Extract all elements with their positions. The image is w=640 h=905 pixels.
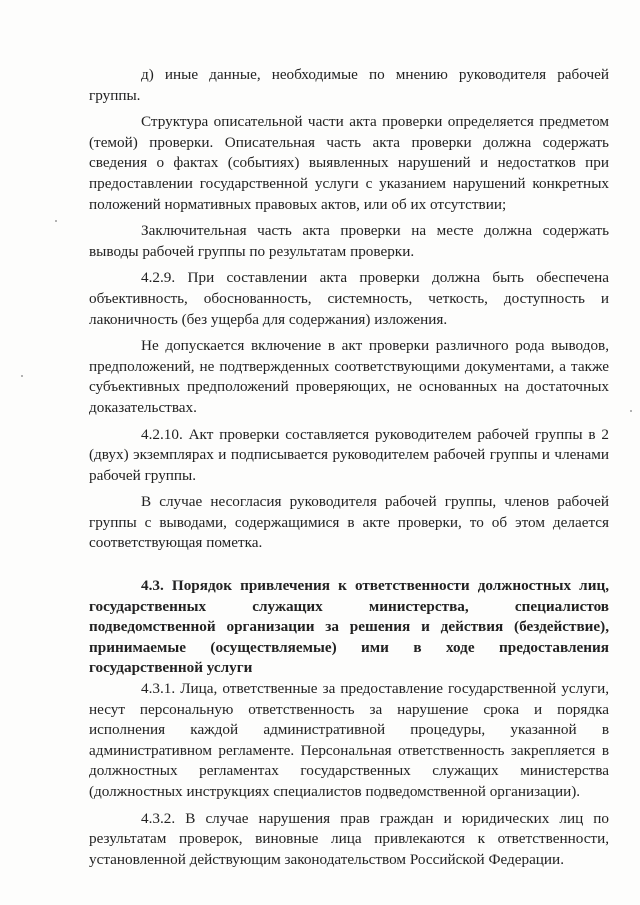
paragraph-not-allowed: Не допускается включение в акт проверки различного рода выводов, предположений, не подтвержденных соответствующими документами, а также субъективных предположений проверяющих, не основанных на достаточных доказательствах. [89, 337, 609, 416]
scan-speck [55, 220, 57, 222]
scan-speck [630, 410, 632, 412]
scan-speck [21, 375, 23, 377]
section-heading: 4.3. Порядок привлечения к ответственности должностных лиц, государственных служащих министерства, специалистов подведомственной организации за решения и действия (бездействие), принимаемые (осуществляемые) ими в ходе предоставления государственной услуги [89, 577, 609, 677]
paragraph-item-d: д) иные данные, необходимые по мнению руководителя рабочей группы. [89, 66, 609, 104]
paragraph-4-3-2: 4.3.2. В случае нарушения прав граждан и юридических лиц по результатам проверок, виновные лица привлекаются к ответственности, установленной действующим законодательством Российской Федерации. [89, 809, 609, 868]
document-body [89, 65, 609, 870]
paragraph-structure: Структура описательной части акта проверки определяется предметом (темой) проверки. Описательная часть акта проверки должна содержать сведения о фактах (событиях) выявленных нарушений и недостатков при предоставлении государственной услуги с указанием нарушений конкретных положений нормативных правовых актов, или об их отсутствии; [89, 113, 609, 213]
paragraph-disagreement: В случае несогласия руководителя рабочей группы, членов рабочей группы с выводами, содержащимися в акте проверки, то об этом делается соответствующая пометка. [89, 493, 609, 552]
paragraph-4-2-9: 4.2.9. При составлении акта проверки должна быть обеспечена объективность, обоснованность, системность, четкость, доступность и лаконичность (без ущерба для содержания) изложения. [89, 269, 609, 328]
paragraph-4-2-10: 4.2.10. Акт проверки составляется руководителем рабочей группы в 2 (двух) экземплярах и подписывается руководителем рабочей группы и членами рабочей группы. [89, 425, 609, 484]
paragraph-conclusion: Заключительная часть акта проверки на месте должна содержать выводы рабочей группы по результатам проверки. [89, 222, 609, 260]
paragraph-4-3-1: 4.3.1. Лица, ответственные за предоставление государственной услуги, несут персональную ответственность за нарушение срока и порядка исполнения каждой административной процедуры, указанной в административном регламенте. Персональная ответственность закрепляется в должностных регламентах государственных служащих министерства (должностных инструкциях специалистов подведомственной организации). [89, 680, 609, 800]
